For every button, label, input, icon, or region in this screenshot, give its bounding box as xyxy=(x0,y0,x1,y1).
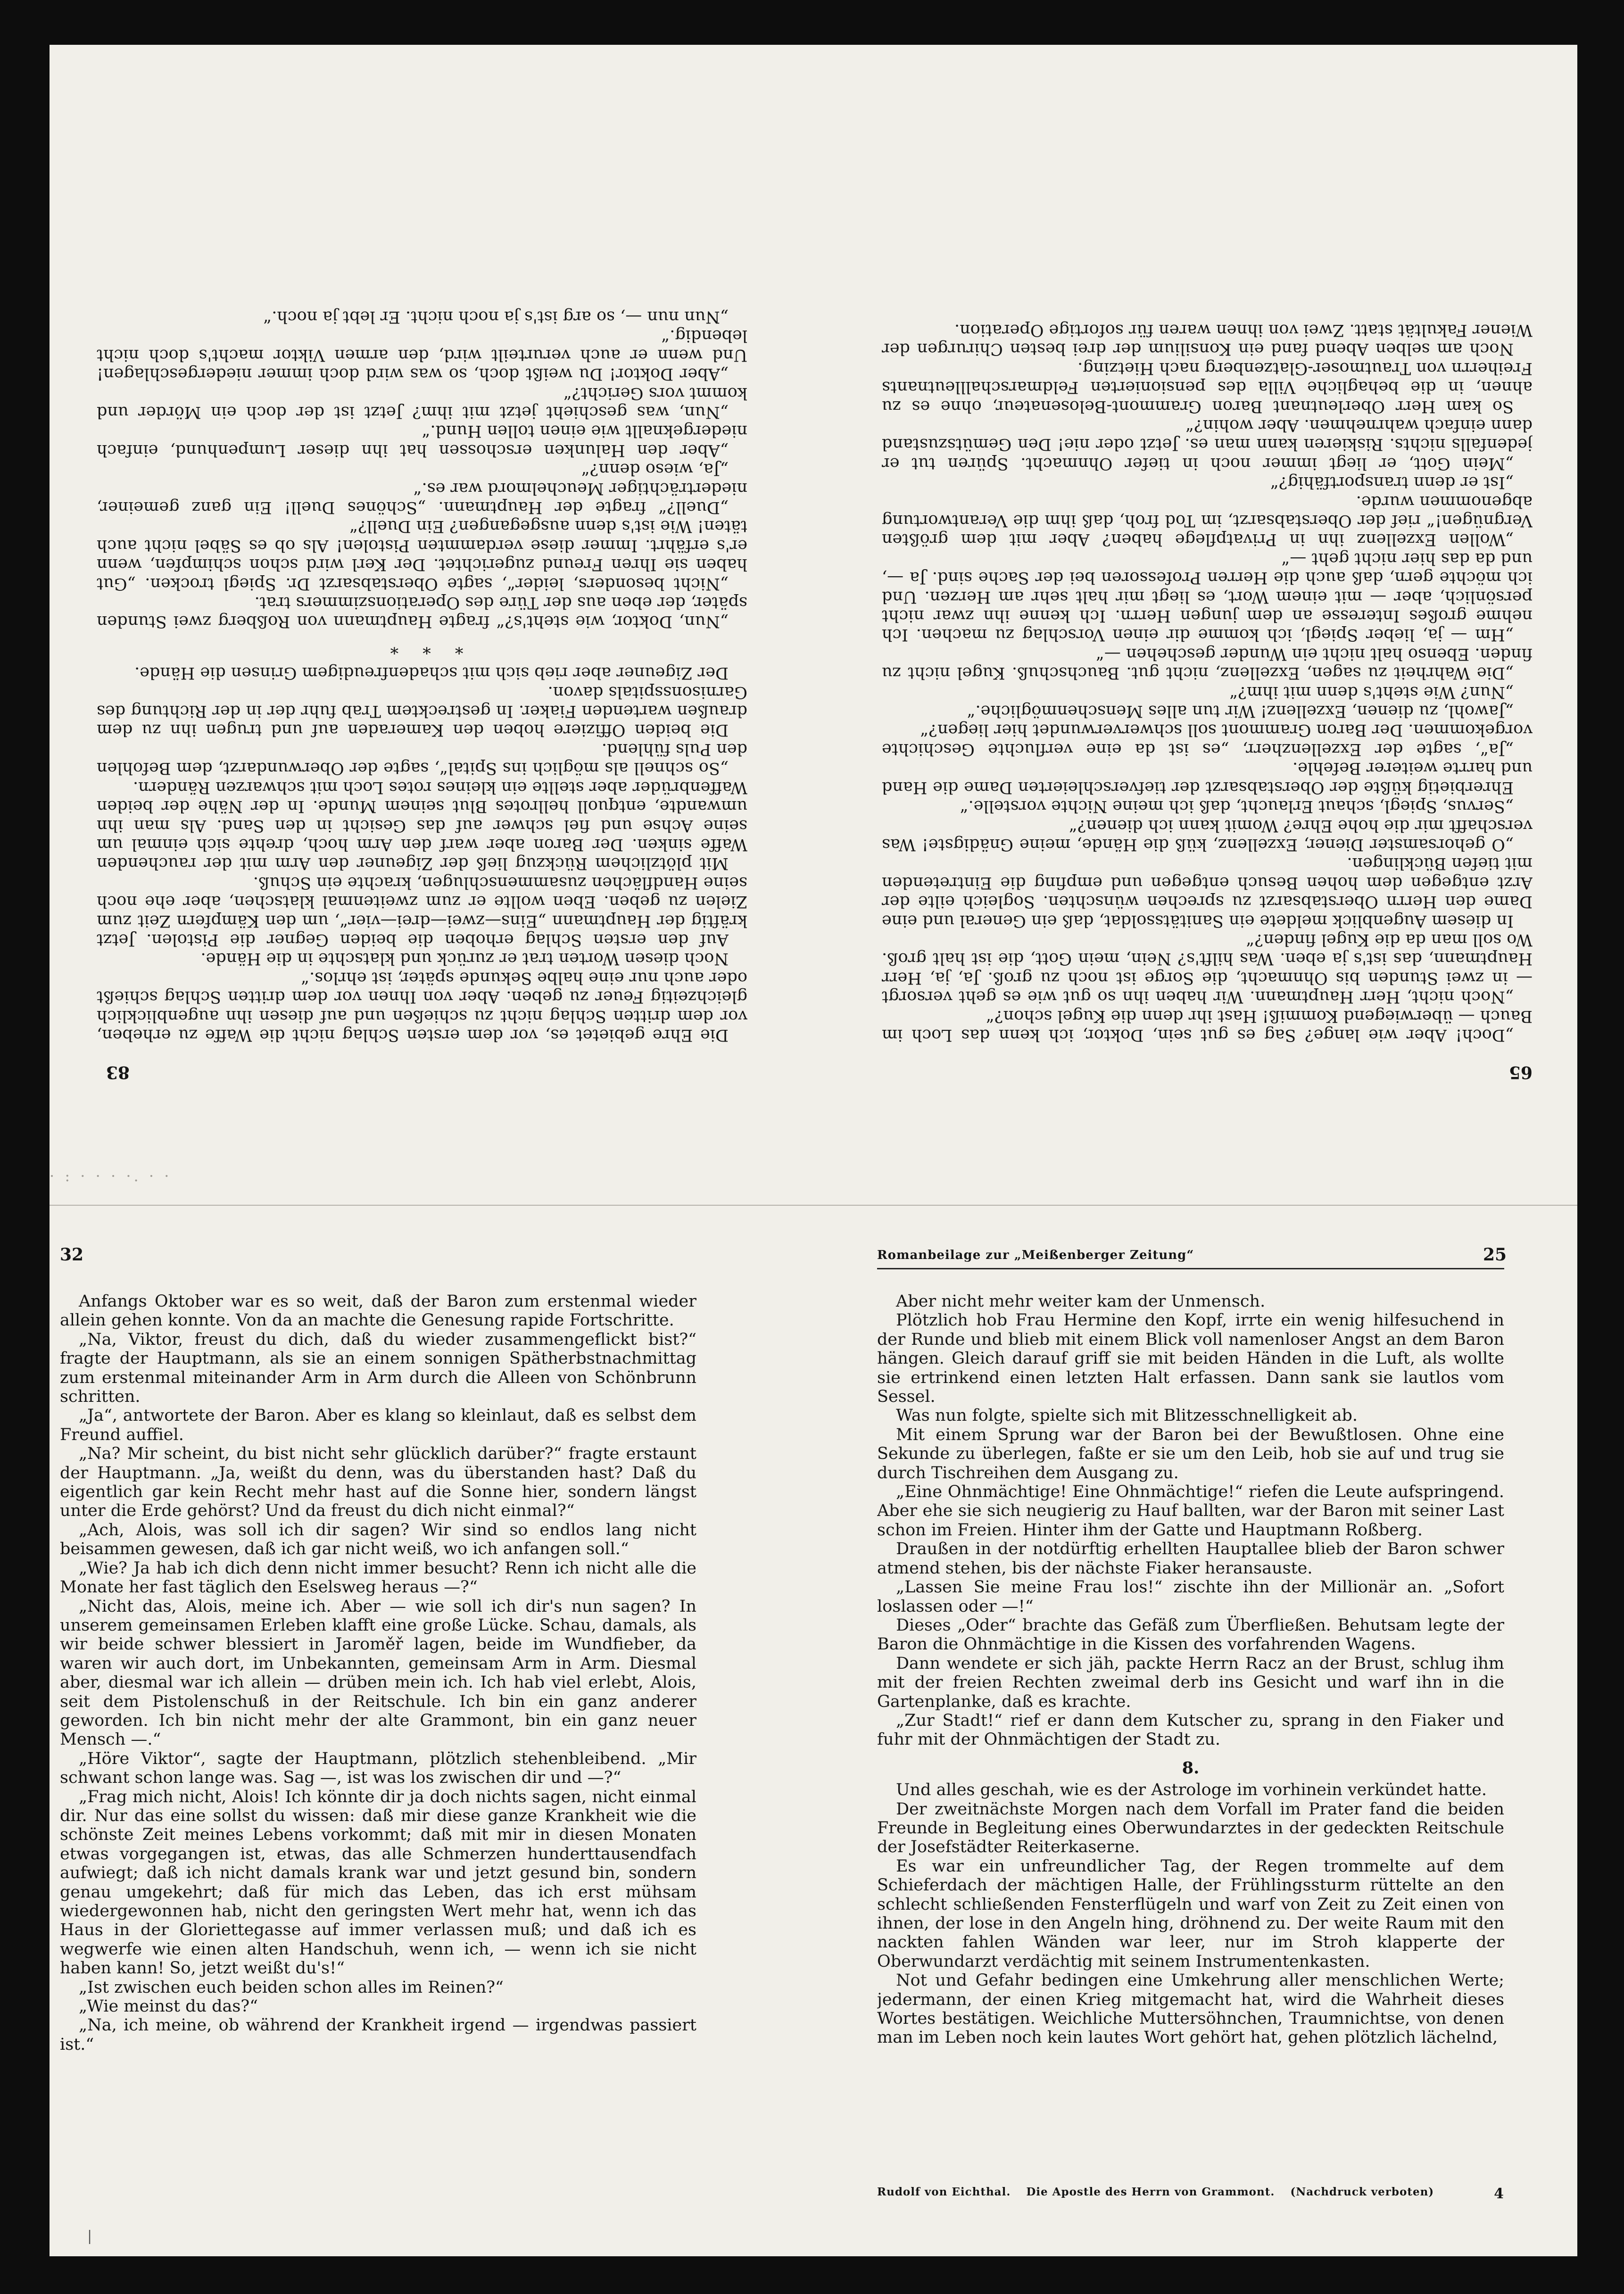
paragraph: „Die Wahrheit zu sagen, Exzellenz, nicht gut. Bauchschuß. Kugel nicht zu finden. Ebenso halt nicht ein Wunder geschehen —“ xyxy=(882,644,1533,683)
header-rule xyxy=(877,1268,1504,1269)
paragraph: „Frag mich nicht, Alois! Ich könnte dir ja doch nichts sagen, nicht einmal dir. Nur das eine sollst du wissen: daß mir diese ganze Krankheit wie die schönste Zeit meines Lebens vorkommt; daß mit mir in diesen Monaten etwas vorgegangen ist, etwas, das alle Schmerzen hunderttausendfach aufwiegt; daß ich nicht damals krank war und jetzt gesund bin, sondern genau umgekehrt; daß für mich das Leben, das ich erst mühsam wiedergewonnen hab, nicht den geringsten Wert mehr hat, wenn ich das Haus in der Gloriettegasse auf immer verlassen muß; und daß ich es wegwerfe wie einen alten Handschuh, wenn ich, — wenn ich sie nicht haben kann! So, jetzt weißt du's!“ xyxy=(60,1787,696,1978)
paragraph: „O gehorsamster Diener, Exzellenz, küß die Hände, meine Gnädigste! Was verschafft mir die hohe Ehre? Womit kann ich dienen?“ xyxy=(882,816,1533,854)
scan-mark: | xyxy=(87,2228,92,2244)
paragraph: Noch am selben Abend fand ein Konsilium der drei besten Chirurgen der Wiener Fakultät statt. Zwei von ihnen waren für sofortige Operation. xyxy=(882,320,1533,359)
upper-page-number-b: 83 xyxy=(106,1062,130,1082)
footer-author: Rudolf von Eichthal. xyxy=(877,2186,1011,2198)
upper-page-number-a: 65 xyxy=(1508,1062,1533,1082)
page-number-left: 32 xyxy=(60,1245,84,1265)
paragraph: Dieses „Oder“ brachte das Gefäß zum Überfließen. Behutsam legte der Baron die Ohnmächtige in die Kissen des vorfahrenden Wagens. xyxy=(877,1615,1504,1654)
paragraph: „Ja, wieso denn?“ xyxy=(581,460,729,479)
paragraph: Not und Gefahr bedingen eine Umkehrung aller menschlichen Werte; jedermann, der einen Krieg mitgemacht hat, wird die Wahrheit dieses Wortes bestätigen. Weichliche Muttersöhnchen, Traumnichtse, von denen man im Leben noch kein lautes Wort gehört hat, gehen plötzlich lächelnd, xyxy=(877,1971,1504,2047)
paragraph: So kam Herr Oberleutnant Baron Grammont-Belosenateur, ohne es zu ahnen, in die behagliche Villa des pensionierten Feldmarschallleutnants Freiherrn von Trautmoser-Glatzenberg nach Hietzing. xyxy=(882,358,1533,416)
paragraph: Anfangs Oktober war es so weit, daß der Baron zum erstenmal wieder allein gehen konnte. Von da an machte die Genesung rapide Fortschritte. xyxy=(60,1292,696,1330)
paragraph: In diesem Augenblick meldete ein Sanitätssoldat, daß ein General und eine Dame den Herrn Oberstabsarzt zu sprechen wünschten. Sogleich eilte der Arzt entgegen dem hohen Besuch entgegen und empfing die Eintretenden mit tiefen Bücklingen. xyxy=(882,854,1533,930)
upper-column-a xyxy=(882,64,1533,1044)
paragraph: „Jawohl, zu dienen, Exzellenz! Wir tun alles Menschenmögliche.“ xyxy=(967,702,1514,721)
newspaper-sheet xyxy=(50,45,1577,2256)
paragraph: „Doch! Aber wie lange? Sag es gut sein, Doktor, ich kenn das Loch im Bauch — überwiegend Kommiß! Hast ihr denn die Kugel schon?“ xyxy=(882,1006,1533,1044)
paragraph: Was nun folgte, spielte sich mit Blitzesschnelligkeit ab. xyxy=(896,1406,1358,1425)
upper-column-b xyxy=(97,64,747,1044)
paragraph: „Wie? Ja hab ich dich denn nicht immer besucht? Renn ich nicht alle die Monate her fast täglich den Eselsweg heraus —?“ xyxy=(60,1558,696,1597)
paragraph: Die beiden Offiziere hoben den Kameraden auf und trugen ihn zu dem draußen wartenden Fiaker. In gestrecktem Trab fuhr der in der Richtung des Garnisonsspitals davon. xyxy=(97,682,747,740)
chapter-number: 8. xyxy=(1182,1758,1200,1778)
paragraph: „Na, Viktor, freust du dich, daß du wieder zusammengeflickt bist?“ fragte der Hauptmann, als sie an einem sonnigen Spätherbstnachmittag zum erstenmal miteinander Arm in Arm durch die Alleen von Schönbrunn schritten. xyxy=(60,1330,696,1407)
paragraph: Draußen in der notdürftig erhellten Hauptallee blieb der Baron schwer atmend stehen, bis der nächste Fiaker heransauste. xyxy=(877,1540,1504,1578)
paragraph: Der Zigeuner aber rieb sich mit schadenfreudigem Grinsen die Hände. xyxy=(134,663,729,683)
paragraph: „Nun? Wie steht's denn mit ihm?“ xyxy=(1229,682,1514,702)
paragraph: „Nun, was geschieht jetzt mit ihm? Jetzt ist der doch ein Mörder und kommt vors Gericht?“ xyxy=(97,383,747,422)
paragraph: „Lassen Sie meine Frau los!“ zischte ihn der Millionär an. „Sofort loslassen oder —!“ xyxy=(877,1578,1504,1616)
lower-column-left xyxy=(60,1292,696,2230)
paragraph: Aber nicht mehr weiter kam der Unmensch. xyxy=(896,1292,1266,1311)
paragraph: „Ist er denn transportfähig?“ xyxy=(1270,473,1514,492)
paragraph: Ehrerbietig küßte der Oberstabsarzt der tiefverschleierten Dame die Hand und harrte weiterer Befehle. xyxy=(882,759,1533,797)
supplement-header: Romanbeilage zur „Meißenberger Zeitung“ xyxy=(877,1248,1194,1262)
fold-line xyxy=(50,1205,1577,1206)
paragraph: „Na, ich meine, ob während der Krankheit irgend — irgendwas passiert ist.“ xyxy=(60,2016,696,2054)
paragraph: „Nicht besonders, leider“, sagte Oberstabsarzt Dr. Spiegl trocken. „Gut haben sie Ihren Freund zugerichtet. Der Kerl wird schon schimpfen, wenn er's erfährt. Immer diese verdammten Pistolen! Als ob es Säbel nicht auch täten! Wie ist's denn ausgegangen? Ein Duell?“ xyxy=(97,517,747,593)
paragraph: „Nicht das, Alois, meine ich. Aber — wie soll ich dir's nun sagen? In unserem gemeinsamen Erleben klafft eine große Lücke. Schau, damals, als wir beide schwer blessiert in Jaroměř lagen, beide im Wundfieber, da waren wir auch dort, im Unbekannten, gemeinsam Arm in Arm. Diesmal aber, diesmal war ich allein — drüben mein ich. Ich hab viel erlebt, Alois, seit dem Pistolenschuß in der Reitschule. Ich bin ein ganz anderer geworden. Ich bin nicht mehr der alte Grammont, bin ein ganz neuer Mensch —.“ xyxy=(60,1597,696,1749)
paragraph: „Ach, Alois, was soll ich dir sagen? Wir sind so endlos lang nicht beisammen gewesen, daß ich gar nicht weiß, wo ich anfangen soll.“ xyxy=(60,1520,696,1559)
footer-notice: (Nachdruck verboten) xyxy=(1290,2186,1434,2198)
page-number-right: 25 xyxy=(1483,1245,1507,1265)
paragraph: „Ist zwischen euch beiden schon alles im Reinen?“ xyxy=(79,1978,504,1997)
paragraph: Mit einem Sprung war der Baron bei der Bewußtlosen. Ohne eine Sekunde zu überlegen, faßte er sie um den Leib, hob sie auf und trug sie durch Tischreihen dem Ausgang zu. xyxy=(877,1425,1504,1482)
paragraph: „Ja“, antwortete der Baron. Aber es klang so kleinlaut, daß es selbst dem Freund auffiel. xyxy=(60,1406,696,1444)
paragraph: „Aber den Halunken erschossen hat ihn dieser Lumpenhund, einfach niedergeknallt wie einen tollen Hund.“ xyxy=(97,422,747,460)
paragraph: Plötzlich hob Frau Hermine den Kopf, irrte ein wenig hilfesuchend in der Runde und blieb mit einem Blick voll namenloser Angst an dem Baron hängen. Gleich darauf griff sie mit beiden Händen in die Luft, als wollte sie ertrinkend einen letzten Halt erfassen. Dann sank sie lautlos vom Sessel. xyxy=(877,1311,1504,1407)
paragraph: Mit plötzlichem Rückzug ließ der Zigeuner den Arm mit der rauchenden Waffe sinken. Der Baron aber warf den Arm hoch, drehte sich einmal um seine Achse und fiel schwer auf das Gesicht in den Sand. Als man ihn umwandte, entquoll hellrotes Blut seinem Munde. In der Nähe der beiden Waffenbrüder aber stellte ein kleines rotes Loch mit schwarzen Rändern. xyxy=(97,778,747,873)
paragraph: „Na? Mir scheint, du bist nicht sehr glücklich darüber?“ fragte erstaunt der Hauptmann. „Ja, weißt du denn, was du überstanden hast? Daß du eigentlich gar kein Recht mehr hast auf die Sonne hier, sondern längst unter die Erde gehörst? Und da freust du dich nicht einmal?“ xyxy=(60,1444,696,1521)
paragraph: Auf den ersten Schlag erhoben die beiden Gegner die Pistolen. Jetzt kräftig der Hauptmann „Eins—zwei—drei—vier“, um den Kämpfern Zeit zum Zielen zu geben. Eben wollte er zum zweitenmal klatschen, aber ehe noch seine Handflächen zusammenschlugen, krachte ein Schuß. xyxy=(97,873,747,949)
bleed-through-artifact: · : · · · ·. · · xyxy=(50,1167,172,1185)
paragraph: „Duell?“ fragte der Hauptmann. „Schönes Duell! Ein ganz gemeiner, niederträchtiger Meuchelmord war es.“ xyxy=(97,479,747,517)
paragraph: Die Ehre gebietet es, vor dem ersten Schlag nicht die Waffe zu erheben, vor dem dritten Schlag nicht zu schießen und auf diesen ihn augenblicklich gleichzeitig Feuer zu geben. Aber von Ihnen vor dem dritten Schlag schießt oder auch nur eine halbe Sekunde später, ist ehrlos.“ xyxy=(97,968,747,1044)
lower-column-right xyxy=(877,1292,1504,2178)
paragraph: „Eine Ohnmächtige! Eine Ohnmächtige!“ riefen die Leute aufspringend. Aber ehe sie sich neugierig zu Hauf ballten, war der Baron mit seiner Last schon im Freien. Hinter ihm der Gatte und Hauptmann Roßberg. xyxy=(877,1482,1504,1540)
upper-spread-rotated xyxy=(50,45,1577,1205)
paragraph: „Mein Gott, er liegt immer noch in tiefer Ohnmacht. Spüren tut er jedenfalls nichts. Riskieren kann man es. Jetzt oder nie! Den Gemütszustand dann einfach wahrnehmen. Aber wohin?“ xyxy=(882,416,1533,473)
paragraph: „Hm — ja, lieber Spiegl, ich komme dir einen Vorschlag zu machen. Ich nehme großes Interesse an dem jungen Herrn. Ich kenne ihn zwar nicht persönlich, aber — mit einem Wort, es liegt mir halt sehr am Herzen. Und ich möchte gern, daß auch die Herren Professoren bei der Sache sind. Ja —, und da das hier nicht geht —“ xyxy=(882,549,1533,645)
paragraph: „Noch nicht, Herr Hauptmann. Wir haben ihn so gut wie es geht versorgt — in zwei Stunden bis Ohnmacht, die Sorge ist noch zu groß. Ja, ja, Herr Hauptmann, das ist's ja eben. Was hilft's? Nein, mein Gott, die ist halt groß. Wo soll man da die Kugel finden?“ xyxy=(882,930,1533,1007)
paragraph: „Ja“, sagte der Exzellenzherr, „es ist da eine verfluchte Geschichte vorgekommen. Der Baron Grammont soll schwerverwundet hier liegen?“ xyxy=(882,720,1533,759)
paragraph: Noch diesen Worten trat er zurück und klatschte in die Hände. xyxy=(200,949,729,969)
paragraph: Es war ein unfreundlicher Tag, der Regen trommelte auf dem Schieferdach der mächtigen Halle, der Frühlingssturm rüttelte an den schlecht schließenden Fensterflügeln und warf von Zeit zu Zeit einen von ihnen, der lose in den Angeln hing, dröhnend zu. Der weite Raum mit den nackten fahlen Wänden war leer, nur im Stroh klapperte der Oberwundarzt verdächtig mit seinem Instrumentenkasten. xyxy=(877,1856,1504,1971)
paragraph: „Wollen Exzellenz ihn in Privatpflege haben? Aber mit dem größten Vergnügen!“ rief der Oberstabsarzt, im Tod froh, daß ihm die Verantwortung abgenommen wurde. xyxy=(882,492,1533,549)
paragraph: „Aber Doktor! Du weißt doch, so was wird doch immer niedergeschlagen! Und wenn er auch verurteilt wird, den armen Viktor macht's doch nicht lebendig.“ xyxy=(97,326,747,384)
footer-line xyxy=(877,2186,1504,2202)
paragraph: „Nun, Doktor, wie steht's?“ fragte Hauptmann von Roßberg zwei Stunden später, der eben aus der Türe des Operationszimmers trat. xyxy=(97,593,747,631)
paragraph: „Servus, Spiegl, schaut Erlaucht, daß ich meine Nichte vorstelle.“ xyxy=(960,797,1514,816)
footer-title: Die Apostle des Herrn von Grammont. xyxy=(1026,2186,1275,2198)
section-divider-stars: * * * xyxy=(381,638,464,657)
paragraph: Dann wendete er sich jäh, packte Herrn Racz an der Brust, schlug ihm mit der freien Rechten zweimal derb ins Gesicht und warf ihn in die Gartenplanke, daß es krachte. xyxy=(877,1654,1504,1711)
paragraph: „Nun nun —, so arg ist's ja noch nicht. Er lebt ja noch.“ xyxy=(263,307,729,326)
footer-number: 4 xyxy=(1494,2186,1504,2202)
paragraph: Der zweitnächste Morgen nach dem Vorfall im Prater fand die beiden Freunde in Begleitung eines Oberwundarztes in der gedeckten Reitschule der Josefstädter Reiterkaserne. xyxy=(877,1799,1504,1857)
paragraph: „So schnell als möglich ins Spital“, sagte der Oberwundarzt, dem Befohlen den Puls fühlend. xyxy=(97,739,747,778)
paragraph: „Zur Stadt!“ rief er dann dem Kutscher zu, sprang in den Fiaker und fuhr mit der Ohnmächtigen der Stadt zu. xyxy=(877,1711,1504,1749)
paragraph: „Höre Viktor“, sagte der Hauptmann, plötzlich stehenbleibend. „Mir schwant schon lange was. Sag —, ist was los zwischen dir und —?“ xyxy=(60,1749,696,1788)
paragraph: Und alles geschah, wie es der Astrologe im vorhinein verkündet hatte. xyxy=(896,1781,1487,1800)
paragraph: „Wie meinst du das?“ xyxy=(79,1997,258,2016)
